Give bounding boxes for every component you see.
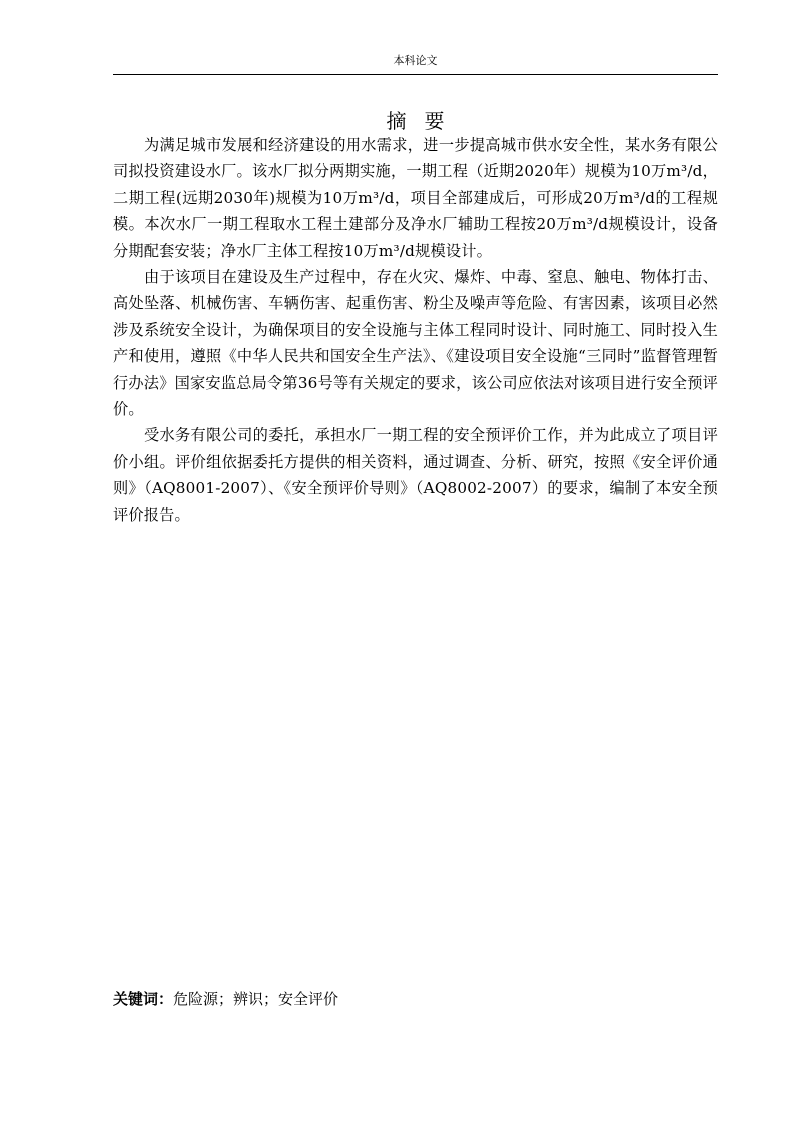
keywords-label: 关键词： xyxy=(113,990,174,1008)
header-text: 本科论文 xyxy=(393,54,438,67)
page-header xyxy=(113,52,718,75)
abstract-title: 摘要 xyxy=(386,109,463,134)
keywords-line xyxy=(113,987,718,1011)
abstract-body xyxy=(113,132,718,528)
abstract-paragraph-1: 为满足城市发展和经济建设的用水需求，进一步提高城市供水安全性，某水务有限公司拟投资建设水厂。该水厂拟分两期实施，一期工程（近期2020年）规模为10万m³/d，二期工程(远期2030年)规模为10万m³/d，项目全部建成后，可形成20万m³/d的工程规模。本次水厂一期工程取水工程土建部分及净水厂辅助工程按20万m³/d规模设计，设备分期配套安装；净水厂主体工程按10万m³/d规模设计。 xyxy=(113,136,718,260)
abstract-paragraph-3: 受水务有限公司的委托，承担水厂一期工程的安全预评价工作，并为此成立了项目评价小组。评价组依据委托方提供的相关资料，通过调查、分析、研究，按照《安全评价通则》（AQ8001-2007）、《安全预评价导则》（AQ8002-2007）的要求，编制了本安全预评价报告。 xyxy=(113,426,718,524)
abstract-paragraph-2: 由于该项目在建设及生产过程中，存在火灾、爆炸、中毒、窒息、触电、物体打击、高处坠落、机械伤害、车辆伤害、起重伤害、粉尘及噪声等危险、有害因素，该项目必然涉及系统安全设计，为确保项目的安全设施与主体工程同时设计、同时施工、同时投入生产和使用，遵照《中华人民共和国安全生产法》、《建设项目安全设施“三同时”监督管理暂行办法》国家安监总局令第36号等有关规定的要求，该公司应依法对该项目进行安全预评价。 xyxy=(113,268,718,419)
keywords-value: 危险源；辨识；安全评价 xyxy=(173,990,339,1008)
